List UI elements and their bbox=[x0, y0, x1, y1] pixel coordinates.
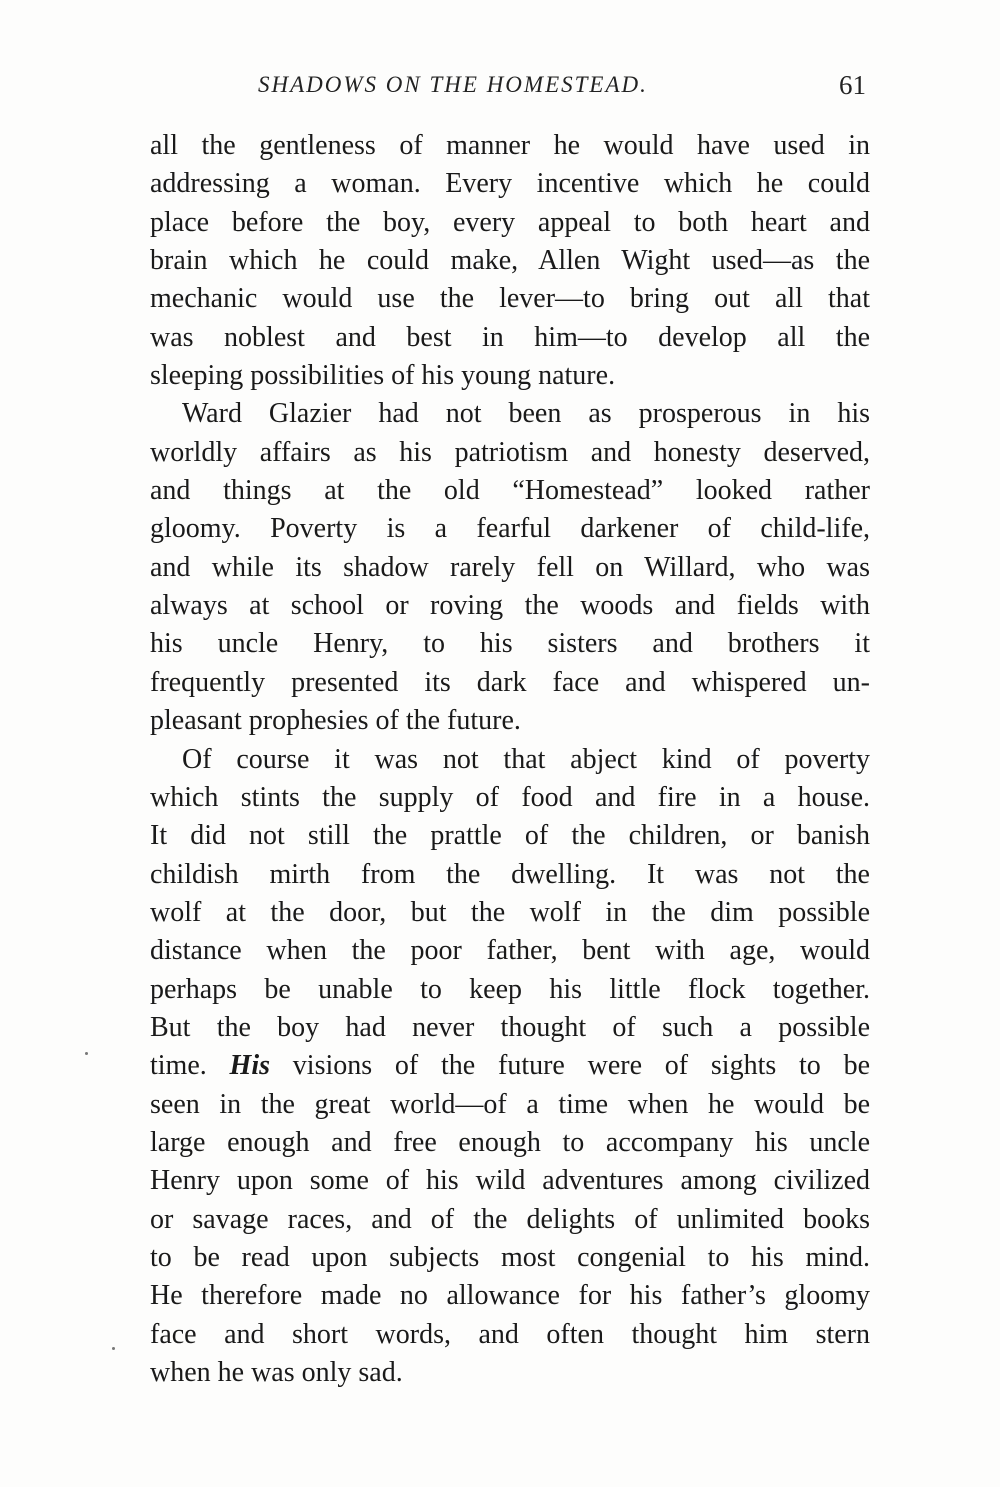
text-line: seen in the great world—of a time when he would be bbox=[150, 1088, 870, 1120]
text-line: wolf at the door, but the wolf in the dim possible bbox=[150, 896, 870, 928]
text-line: Henry upon some of his wild adventures among civilized bbox=[150, 1165, 870, 1197]
text-line: It did not still the prattle of the children, or banish bbox=[150, 820, 870, 852]
print-speck bbox=[85, 1052, 88, 1055]
text-line: always at school or roving the woods and fields with bbox=[150, 590, 870, 622]
text-line: distance when the poor father, bent with age, would bbox=[150, 935, 870, 967]
running-head bbox=[150, 72, 872, 108]
text-segment: visions of the future were of sights to be bbox=[292, 1050, 870, 1082]
text-line: all the gentleness of manner he would have used in bbox=[150, 130, 870, 161]
text-line: Of course it was not that abject kind of poverty bbox=[182, 743, 870, 775]
text-line: to be read upon subjects most congenial to his mind. bbox=[150, 1241, 870, 1273]
text-line-with-emphasis bbox=[150, 1047, 870, 1085]
text-line: and things at the old “Homestead” looked rather bbox=[150, 475, 870, 507]
text-line: worldly affairs as his patriotism and honesty deserved, bbox=[150, 436, 870, 468]
text-segment: time. bbox=[150, 1050, 207, 1082]
print-speck bbox=[112, 1347, 115, 1350]
text-line: brain which he could make, Allen Wight used—as the bbox=[150, 245, 870, 277]
text-line: addressing a woman. Every incentive which he could bbox=[150, 168, 870, 200]
text-line: mechanic would use the lever—to bring out all that bbox=[150, 283, 870, 315]
text-line: He therefore made no allowance for his father’s gloomy bbox=[150, 1280, 870, 1312]
text-line: frequently presented its dark face and whispered un- bbox=[150, 666, 870, 698]
running-title: SHADOWS ON THE HOMESTEAD. bbox=[258, 72, 648, 97]
emphasized-word: His bbox=[229, 1050, 271, 1082]
page-number: 61 bbox=[839, 70, 866, 100]
text-line: childish mirth from the dwelling. It was not the bbox=[150, 858, 870, 890]
text-line: place before the boy, every appeal to both heart and bbox=[150, 206, 870, 238]
text-line: pleasant prophesies of the future. bbox=[150, 705, 521, 737]
body-text bbox=[150, 127, 870, 1392]
text-line: when he was only sad. bbox=[150, 1357, 403, 1388]
text-line: his uncle Henry, to his sisters and brothers it bbox=[150, 628, 870, 660]
text-line: Ward Glazier had not been as prosperous in his bbox=[182, 398, 870, 430]
text-line: or savage races, and of the delights of unlimited books bbox=[150, 1203, 870, 1235]
text-line: was noblest and best in him—to develop all the bbox=[150, 321, 870, 353]
text-line: perhaps be unable to keep his little flock together. bbox=[150, 973, 870, 1005]
text-line: and while its shadow rarely fell on Willard, who was bbox=[150, 551, 870, 583]
text-line: gloomy. Poverty is a fearful darkener of child-life, bbox=[150, 513, 870, 545]
text-line: sleeping possibilities of his young nature. bbox=[150, 360, 616, 392]
text-line: large enough and free enough to accompany his uncle bbox=[150, 1126, 870, 1158]
text-line: But the boy had never thought of such a possible bbox=[150, 1011, 870, 1043]
text-line: which stints the supply of food and fire in a house. bbox=[150, 781, 870, 813]
text-line: face and short words, and often thought him stern bbox=[150, 1318, 870, 1350]
